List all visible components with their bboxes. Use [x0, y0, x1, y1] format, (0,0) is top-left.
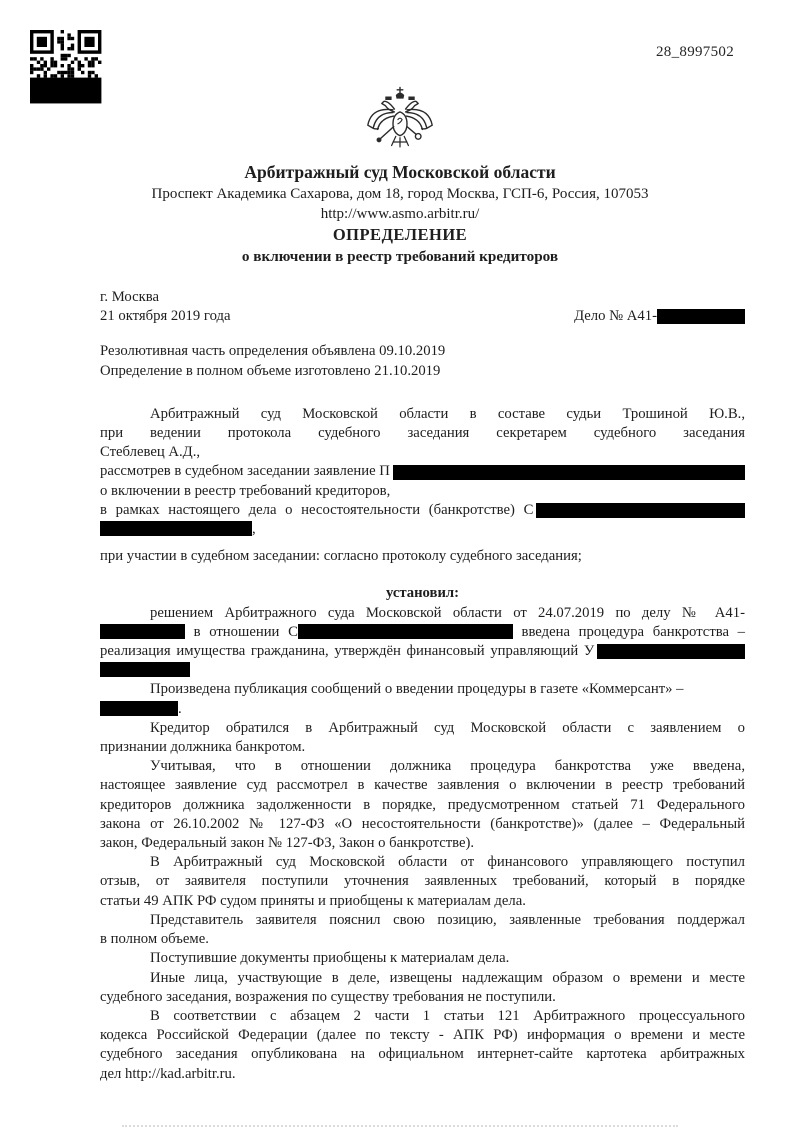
text-line: Представитель заявителя пояснил свою позицию, заявленные требования поддержал: [150, 911, 745, 928]
redaction-box: [597, 644, 745, 659]
redaction-box: [100, 521, 252, 536]
redaction-box: [100, 662, 190, 677]
text-line: [100, 501, 745, 520]
court-name: Арбитражный суд Московской области: [244, 162, 556, 182]
text-line: статьи 49 АПК РФ судом приняты и приобщены к материалам дела.: [100, 892, 526, 909]
text-line: В соответствии с абзацем 2 части 1 статьи 121 Арбитражного процессуального: [150, 1007, 745, 1024]
document-number: 28_8997502: [656, 44, 734, 60]
text-segment: рассмотрев в судебном заседании заявление П: [100, 463, 390, 480]
document-text-column: [100, 288, 745, 1084]
text-line: кредиторов должника задолженности в порядке, предусмотренном статьей 71 Федерального: [100, 796, 745, 813]
text-line: [100, 661, 745, 680]
text-line: Кредитор обратился в Арбитражный суд Московской области с заявлением о: [150, 719, 745, 736]
text-line: Арбитражный суд Московской области в составе судьи Трошиной Ю.В.,: [150, 405, 745, 422]
document-body: [100, 342, 745, 1083]
text-segment: ,: [252, 521, 256, 538]
court-website: http://www.asmo.arbitr.ru/: [320, 205, 480, 222]
redaction-box: [298, 624, 513, 639]
redaction-box: [393, 465, 745, 480]
document-header: [0, 0, 800, 266]
case-number-group: [574, 307, 745, 326]
document-type-title: ОПРЕДЕЛЕНИЕ: [332, 225, 468, 245]
text-line: дел http://kad.arbitr.ru.: [100, 1065, 236, 1082]
redaction-box: [657, 309, 745, 324]
bottom-dotted-line: [122, 1125, 678, 1127]
text-line: судебного заседания, возражения по существу требования не поступили.: [100, 988, 556, 1005]
text-line: [100, 520, 745, 539]
date-case-row: [100, 307, 745, 326]
text-line: решением Арбитражного суда Московской области от 24.07.2019 по делу № А41-: [150, 604, 745, 621]
text-line: Учитывая, что в отношении должника процедура банкротства уже введена,: [150, 758, 745, 775]
text-line: настоящее заявление суд рассмотрел в качестве заявления о включении в реестр требований: [100, 777, 745, 794]
text-line: В Арбитражный суд Московской области от финансового управляющего поступил: [150, 854, 745, 871]
qr-code: [30, 30, 106, 104]
coat-of-arms-icon: [360, 86, 440, 156]
text-line: при участии в судебном заседании: согласно протоколу судебного заседания;: [100, 548, 582, 565]
text-line: признании должника банкротом.: [100, 739, 306, 756]
text-line: [100, 700, 745, 719]
text-line: Иные лица, участвующие в деле, извещены надлежащим образом о времени и месте: [150, 969, 745, 986]
text-line: отзыв, от заявителя поступили уточнения заявленных требований, который в порядке: [100, 873, 745, 890]
text-line: установил:: [385, 585, 460, 602]
text-segment: в отношении С: [185, 623, 298, 640]
document-date: 21 октября 2019 года: [100, 308, 231, 325]
court-address: Проспект Академика Сахарова, дом 18, город Москва, ГСП-6, Россия, 107053: [151, 185, 649, 202]
text-line: [100, 462, 745, 481]
text-segment: реализация имущества гражданина, утверждён финансовый управляющий У: [100, 643, 595, 660]
text-line: Резолютивная часть определения объявлена 09.10.2019: [100, 343, 446, 360]
text-segment: .: [178, 700, 182, 717]
text-line: Произведена публикация сообщений о введении процедуры в газете «Коммерсант» –: [150, 681, 684, 698]
case-number-label: Дело № А41-: [574, 308, 657, 325]
city-line: г. Москва: [100, 289, 160, 305]
text-line: Поступившие документы приобщены к материалам дела.: [150, 950, 510, 967]
text-line: кодекса Российской Федерации (далее по тексту - АПК РФ) информация о времени и месте: [100, 1027, 745, 1044]
text-line: судебного заседания опубликована на официальном интернет-сайте картотека арбитражных: [100, 1046, 745, 1063]
text-line: в полном объеме.: [100, 931, 209, 948]
text-line: закон, Федеральный закон № 127-ФЗ, Закон о банкротстве).: [100, 835, 475, 852]
document-subtitle: о включении в реестр требований кредиторов: [241, 248, 559, 265]
text-line: [100, 623, 745, 642]
text-line: о включении в реестр требований кредиторов,: [100, 482, 391, 499]
redaction-box: [536, 503, 745, 518]
text-segment: в рамках настоящего дела о несостоятельности (банкротстве) С: [100, 501, 534, 518]
redaction-box: [100, 701, 178, 716]
text-line: Стеблевец А.Д.,: [100, 444, 201, 461]
redaction-box: [100, 624, 185, 639]
text-segment: введена процедура банкротства –: [512, 623, 745, 640]
text-line: [100, 642, 745, 661]
text-line: Определение в полном объеме изготовлено 21.10.2019: [100, 362, 441, 379]
text-line: при ведении протокола судебного заседания секретарем судебного заседания: [100, 425, 745, 442]
text-line: закона от 26.10.2002 № 127-ФЗ «О несостоятельности (банкротстве)» (далее – Федеральный: [100, 815, 745, 832]
